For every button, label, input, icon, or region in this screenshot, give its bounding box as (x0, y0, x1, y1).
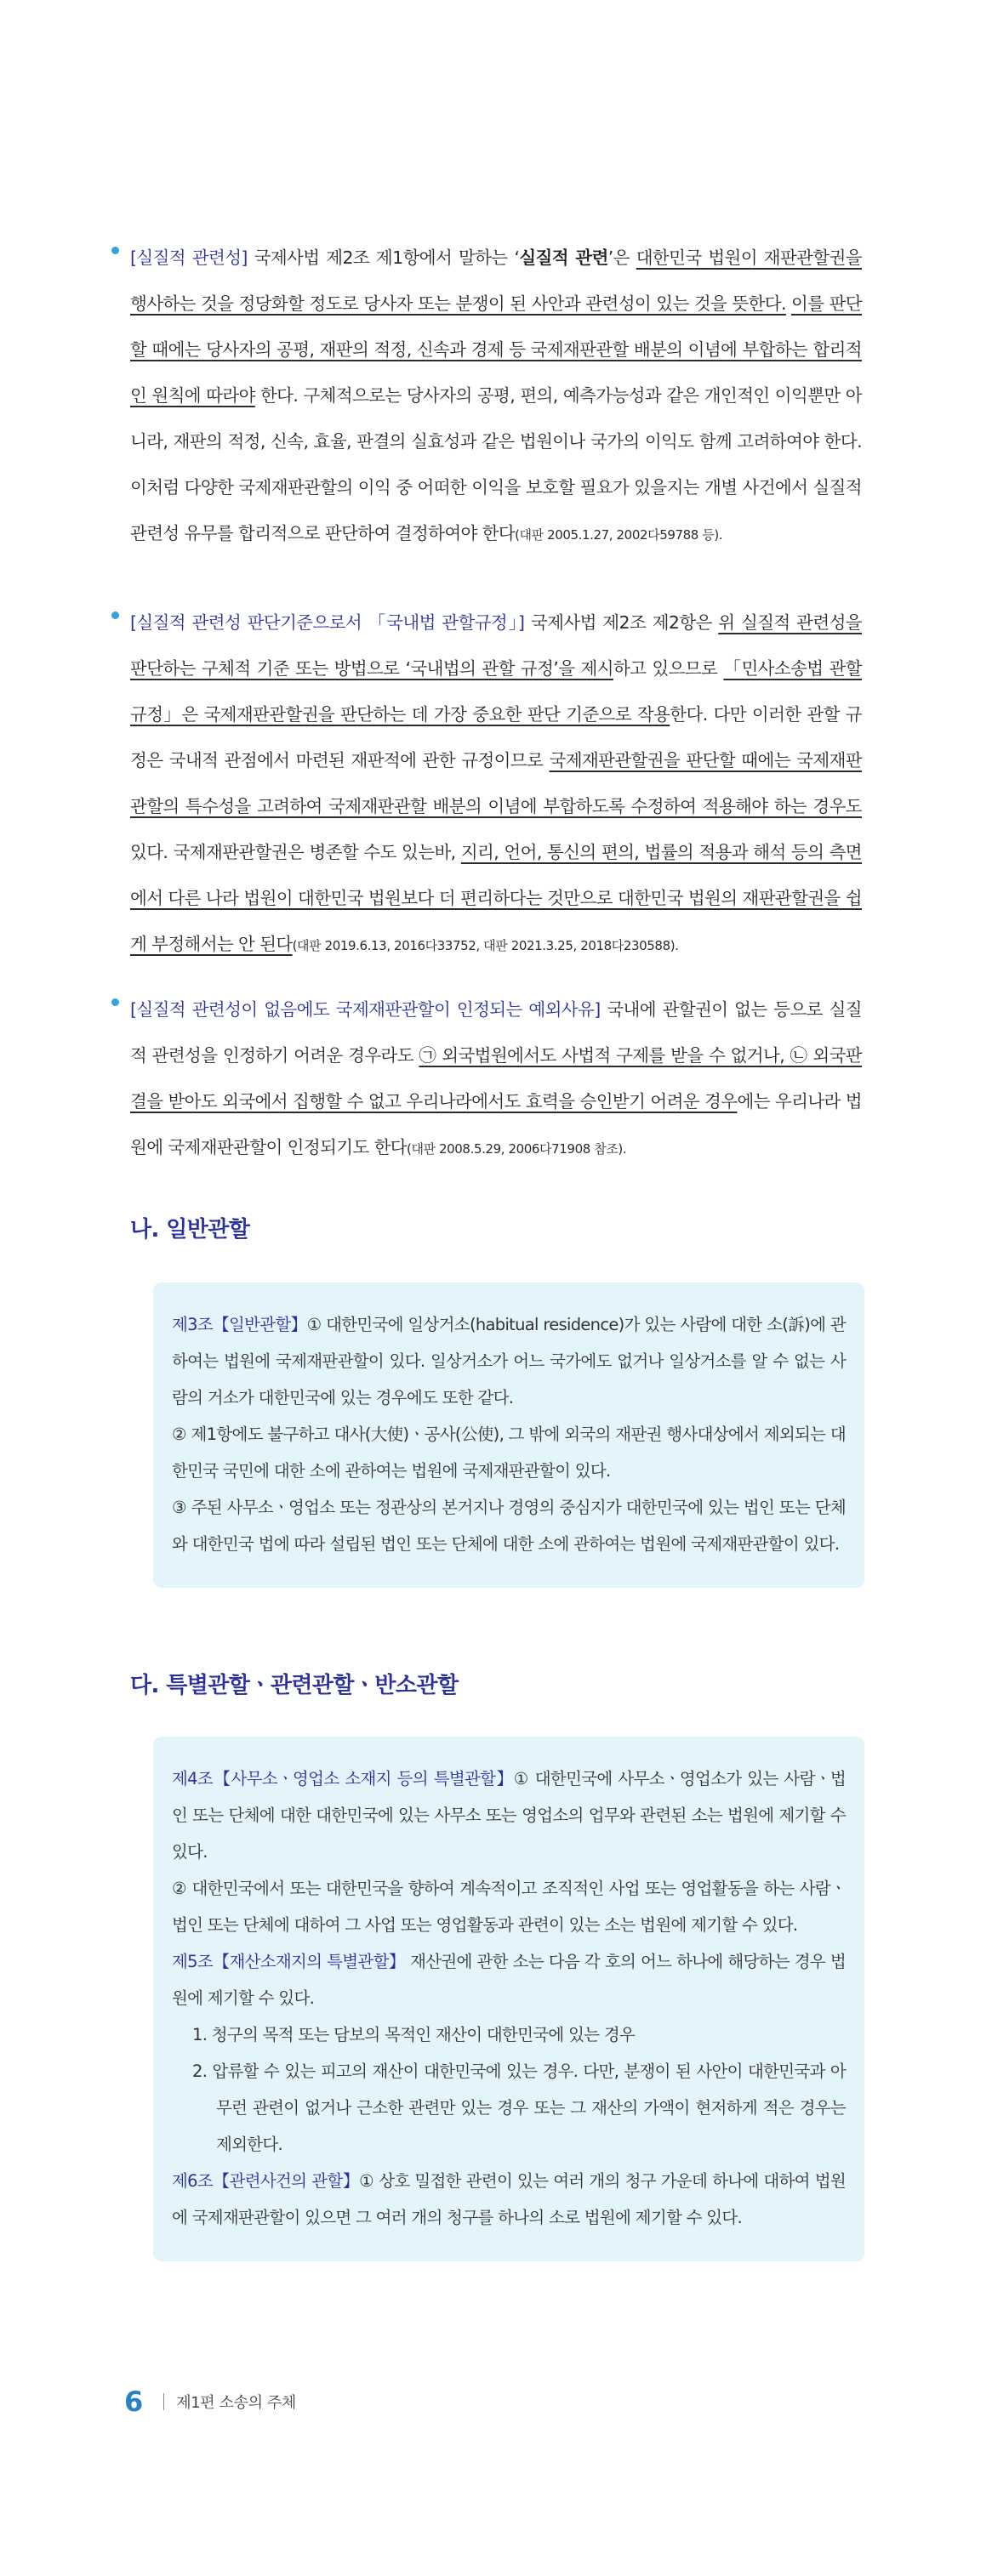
underlined-text: 「민사소송법 관할 규정」은 국제재판관할권을 판단하는 데 가장 중요한 판단 기준으로 작용 (130, 658, 862, 725)
statute-paragraph: ② 제1항에도 불구하고 대사(大使)ㆍ공사(公使), 그 밖에 외국의 재판권 행사대상에서 제외되는 대한민국 국민에 대한 소에 관하여는 법원에 국제재판관할이 있다. (172, 1424, 846, 1481)
text-run: 국내에 관할권이 없는 등으로 실질적 관련성을 인정하기 어려운 경우라도 (130, 999, 862, 1066)
bullet-dot-icon (111, 611, 119, 619)
bullet-paragraph (130, 235, 862, 558)
text-run: ’은 (607, 247, 636, 268)
case-citation: (대판 2008.5.29, 2006다71908 참조). (407, 1141, 627, 1157)
case-citation: (대판 2005.1.27, 2002다59788 등). (515, 527, 723, 543)
underlined-text: 위 실질적 관련성을 판단하는 구체적 기준 또는 방법으로 ‘국내법의 관할 규정’을 제시 (130, 612, 862, 679)
underlined-text: ㉠ 외국법원에서도 사법적 구제를 받을 수 없거나, ㉡ 외국판결을 받아도 외국에서 집행할 수 없고 우리나라에서도 효력을 승인받기 어려운 경우 (130, 1045, 862, 1112)
text-run: 국제사법 제2조 제1항에서 말하는 ‘ (247, 247, 520, 268)
case-citation: (대판 2019.6.13, 2016다33752, 대판 2021.3.25, 2018다230588). (292, 938, 679, 953)
page-footer (124, 2386, 296, 2418)
statute-list-item: 1. 청구의 목적 또는 담보의 목적인 재산이 대한민국에 있는 경우 (192, 2025, 636, 2044)
statute-paragraph (172, 1760, 846, 1870)
paragraph-text (130, 600, 862, 969)
underlined-text: 국제재판관할권을 판단할 때에는 국제재판관할의 특수성을 고려하여 국제재판관할 배분의 이념에 부합하도록 수정하여 적용해야 하는 경우도 (130, 750, 862, 816)
statute-list-item: 2. 압류할 수 있는 피고의 재산이 대한민국에 있는 경우. 다만, 분쟁이 된 사안이 대한민국과 아무런 관련이 없거나 근소한 관련만 있는 경우 또는 그 재산의 가액이 현저하게 적은 경우는 제외한다. (192, 2061, 846, 2154)
bullet-tag: [실질적 관련성 판단기준으로서 「국내법 관할규정」] (130, 612, 525, 633)
statute-paragraph: ② 대한민국에서 또는 대한민국을 향하여 계속적이고 조직적인 사업 또는 영업활동을 하는 사람ㆍ법인 또는 단체에 대하여 그 사업 또는 영업활동과 관련이 있는 소는 법원에 제기할 수 있다. (172, 1879, 846, 1935)
statute-text: ① 대한민국에 사무소ㆍ영업소가 있는 사람ㆍ법인 또는 단체에 대한 대한민국에 있는 사무소 또는 영업소의 업무와 관련된 소는 법원에 제기할 수 있다. (172, 1769, 846, 1862)
text-run: 에는 우리나라 법원에 국제재판관할이 인정되기도 한다 (130, 1091, 862, 1157)
article-heading: 제4조【사무소ㆍ영업소 소재지 등의 특별관할】 (172, 1769, 514, 1788)
paragraph-text (130, 987, 862, 1172)
bullet-dot-icon (111, 247, 119, 254)
bullet-tag: [실질적 관련성이 없음에도 국제재판관할이 인정되는 예외사유] (130, 999, 601, 1020)
key-term: 실질적 관련 (519, 247, 608, 268)
statute-text: ① 상호 밀접한 관련이 있는 여러 개의 청구 가운데 하나에 대하여 법원에 국제재판관할이 있으면 그 여러 개의 청구를 하나의 소로 법원에 제기할 수 있다. (172, 2171, 846, 2227)
text-run: 한다. 다만 이러한 관할 규정은 국내적 관점에서 마련된 재판적에 관한 규정이므로 (130, 704, 862, 771)
article-heading: 제3조【일반관할】 (172, 1315, 307, 1334)
statute-text: 재산권에 관한 소는 다음 각 호의 어느 하나에 해당하는 경우 법원에 제기할 수 있다. (172, 1952, 846, 2008)
bullet-paragraph (130, 600, 862, 969)
text-run: 하고 있으므로 (613, 658, 724, 679)
statute-paragraph (172, 2163, 846, 2236)
underlined-text: 지리, 언어, 통신의 편의, 법률의 적용과 해석 등의 측면에서 다른 나라 법원이 대한민국 법원보다 더 편리하다는 것만으로 대한민국 법원의 재판관할권을 쉽게 부정해서는 안 된다 (130, 842, 863, 954)
section-heading-general-jurisdiction: 나. 일반관할 (130, 1217, 250, 1243)
footer-chapter-label: 제1편 소송의 주체 (176, 2394, 296, 2412)
bullet-tag: [실질적 관련성] (130, 247, 248, 268)
statute-paragraph (172, 1306, 846, 1416)
section-heading-special-jurisdiction: 다. 특별관할ㆍ관련관할ㆍ반소관할 (130, 1673, 459, 1698)
footer-divider (163, 2393, 164, 2410)
statute-text: ① 대한민국에 일상거소(habitual residence)가 있는 사람에 대한 소(訴)에 관하여는 법원에 국제재판관할이 있다. 일상거소가 어느 국가에도 없거나 일상거소를 알 수 없는 사람의 거소가 대한민국에 있는 경우에도 또한 같다. (172, 1315, 846, 1407)
paragraph-text (130, 235, 862, 558)
article-heading: 제6조【관련사건의 관할】 (172, 2171, 360, 2191)
statute-box-general (153, 1282, 864, 1588)
statute-paragraph: ③ 주된 사무소ㆍ영업소 또는 정관상의 본거지나 경영의 중심지가 대한민국에 있는 법인 또는 단체와 대한민국 법에 따라 설립된 법인 또는 단체에 대한 소에 관하여는 법원에 국제재판관할이 있다. (172, 1498, 846, 1554)
page-number: 6 (124, 2386, 144, 2418)
text-run: 있다. 국제재판관할권은 병존할 수도 있는바, (130, 842, 461, 862)
article-heading: 제5조【재산소재지의 특별관할】 (172, 1952, 406, 1971)
statute-box-special (153, 1737, 864, 2261)
underlined-text: 이를 판단할 때에는 당사자의 공평, 재판의 적정, 신속과 경제 등 국제재판관할 배분의 이념에 부합하는 합리적인 원칙에 따라야 (130, 293, 862, 406)
text-run: 국제사법 제2조 제2항은 (524, 612, 719, 633)
bullet-paragraph (130, 987, 862, 1172)
text-run: 한다. 구체적으로는 당사자의 공평, 편의, 예측가능성과 같은 개인적인 이익뿐만 아니라, 재판의 적정, 신속, 효율, 판결의 실효성과 같은 법원이나 국가의 이익도 함께 고려하여야 한다. 이처럼 다양한 국제재판관할의 이익 중 어떠한 이익을 보호할 필요가 있을지는 개별 사건에서 실질적 관련성 유무를 합리적으로 판단하여 결정하여야 한다 (130, 385, 862, 543)
underlined-text: 대한민국 법원이 재판관할권을 행사하는 것을 정당화할 정도로 당사자 또는 분쟁이 된 사안과 관련성이 있는 것을 뜻한다. (130, 247, 862, 314)
bullet-dot-icon (111, 998, 119, 1006)
statute-paragraph (172, 1943, 846, 2016)
